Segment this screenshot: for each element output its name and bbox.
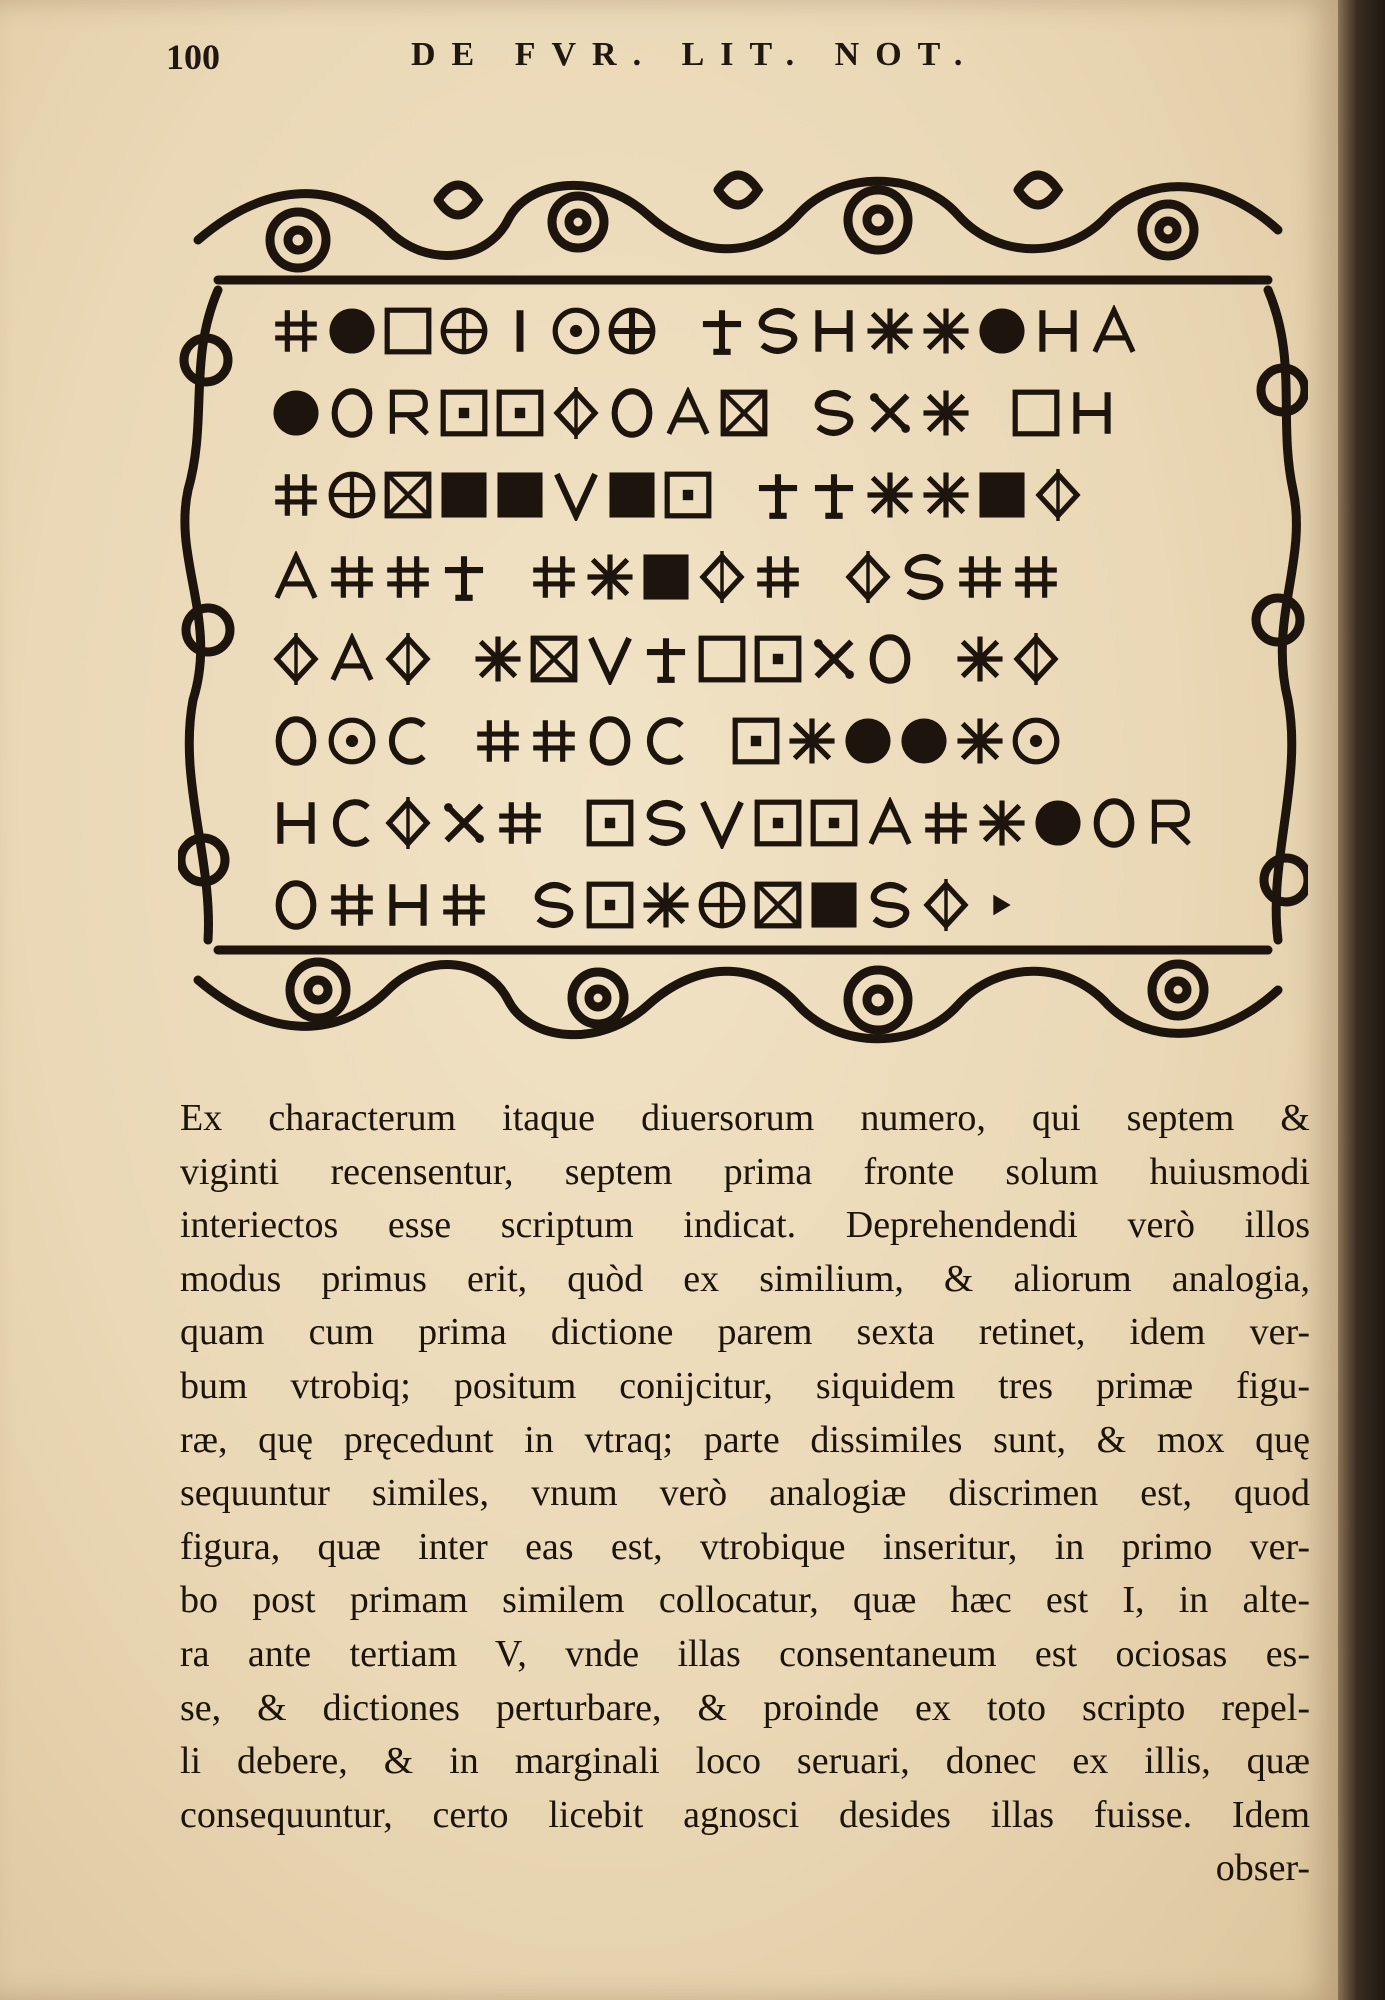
cipher-glyph-hash-icon [494,797,546,849]
running-title: DE FVR. LIT. NOT. [411,36,979,73]
cipher-glyph-square-dot-icon [808,797,860,849]
cipher-glyph-x-icon [438,797,490,849]
text-line: Ex characterum itaque diuersorum numero, qui septem & [180,1097,1310,1139]
cipher-glyph-a-icon [326,633,378,685]
cipher-glyph-c-icon [382,715,434,767]
text-line: sequuntur similes, vnum verò analogiæ discrimen est, quod [180,1472,1310,1515]
cipher-row [270,372,1230,454]
cipher-glyph-x-icon [808,633,860,685]
cipher-glyph-star-icon [920,305,972,357]
cipher-row [270,700,1230,782]
cipher-glyph-star-icon [864,469,916,521]
cipher-glyph-square-icon [1010,387,1062,439]
cipher-glyph-o-icon [584,715,636,767]
cipher-glyph-s-icon [808,387,860,439]
text-line: ra ante tertiam V, vnde illas consentaneum est ociosas es- [180,1632,1310,1675]
cipher-glyph-block-icon [640,551,692,603]
text-line: se, & dictiones perturbare, & proinde ex toto scripto repel- [180,1686,1310,1729]
cipher-glyph-hash-icon [752,551,804,603]
text-line: consequuntur, certo licebit agnosci desides illas fuisse. Idem [180,1793,1310,1836]
page-number: 100 [166,37,220,77]
cipher-glyph-h-icon [382,879,434,931]
cipher-glyph-h-icon [1032,305,1084,357]
cipher-glyph-o-icon [326,387,378,439]
cipher-glyph-star-icon [472,633,524,685]
cipher-row [270,454,1230,536]
cipher-row [270,536,1230,618]
cipher-glyph-diamond-icon [920,879,972,931]
cipher-glyph-c-icon [326,797,378,849]
cipher-glyph-star-icon [920,387,972,439]
cipher-glyph-star-icon [786,715,838,767]
cipher-glyph-hash-icon [326,551,378,603]
running-head [166,36,1306,86]
cipher-glyph-disc-icon [842,715,894,767]
cipher-glyph-hash-icon [438,879,490,931]
cipher-glyph-hash-icon [920,797,972,849]
cipher-glyph-circle-cross-icon [606,305,658,357]
cipher-glyph-disc-icon [898,715,950,767]
body-text [180,1092,1310,1896]
cipher-glyph-a-icon [270,551,322,603]
cipher-glyph-block-icon [976,469,1028,521]
cipher-glyph-hash-icon [472,715,524,767]
cipher-glyph-diamond-icon [842,551,894,603]
cipher-glyph-c-icon [640,715,692,767]
cipher-glyph-diamond-icon [696,551,748,603]
cipher-glyph-diamond-icon [382,797,434,849]
text-line: li debere, & in marginali loco seruari, donec ex illis, quæ [180,1740,1310,1783]
cipher-glyph-s-icon [528,879,580,931]
cipher-glyph-hash-icon [1010,551,1062,603]
cipher-glyph-diamond-icon [270,633,322,685]
cipher-glyph-disc-icon [976,305,1028,357]
cipher-glyph-s-icon [752,305,804,357]
cipher-glyph-star-icon [976,797,1028,849]
text-line: bum vtrobiq; positum conijcitur, siquidem tres primæ figu- [180,1364,1310,1407]
cipher-glyph-square-dot-icon [662,469,714,521]
cipher-glyph-circle-plus-icon [326,469,378,521]
cipher-glyph-hash-icon [326,879,378,931]
cipher-glyph-square-dot-icon [730,715,782,767]
cipher-row [270,782,1230,864]
cipher-glyph-cross-icon [752,469,804,521]
cipher-glyph-v-icon [584,633,636,685]
cipher-glyph-circle-dot-icon [1010,715,1062,767]
cipher-glyph-star-icon [920,469,972,521]
cipher-glyph-a-icon [662,387,714,439]
cipher-glyph-star-icon [954,715,1006,767]
cipher-glyph-x-icon [864,387,916,439]
cipher-glyph-diamond-icon [1010,633,1062,685]
cipher-glyph-x-box-icon [718,387,770,439]
cipher-glyph-square-dot-icon [584,879,636,931]
cipher-glyph-block-icon [438,469,490,521]
text-line: bo post primam similem collocatur, quæ hæc est I, in alte- [180,1579,1310,1622]
cipher-glyph-cross-icon [808,469,860,521]
cipher-glyph-hash-icon [528,551,580,603]
page-edge [1338,0,1385,2000]
cipher-glyph-o-icon [270,879,322,931]
cipher-glyph-circle-dot-icon [326,715,378,767]
cipher-glyph-s-icon [898,551,950,603]
cipher-glyph-hash-icon [270,305,322,357]
cipher-row [270,864,1230,946]
cipher-glyph-diamond-icon [382,633,434,685]
cipher-glyph-square-dot-icon [752,797,804,849]
cipher-glyph-tri-icon [976,879,1028,931]
cipher-glyph-hash-icon [954,551,1006,603]
cipher-glyph-disc-icon [270,387,322,439]
cipher-glyph-hash-icon [528,715,580,767]
cipher-glyph-o-icon [864,633,916,685]
text-line: figura, quæ inter eas est, vtrobique inseritur, in primo ver- [180,1525,1310,1568]
cipher-glyph-star-icon [954,633,1006,685]
text-line: quam cum prima dictione parem sexta retinet, idem ver- [180,1311,1310,1354]
cipher-glyph-disc-icon [326,305,378,357]
cipher-glyph-block-icon [808,879,860,931]
cipher-table [270,290,1230,950]
cipher-glyph-square-dot-icon [494,387,546,439]
cipher-glyph-star-icon [584,551,636,603]
cipher-glyph-o-icon [270,715,322,767]
cipher-glyph-cross-icon [640,633,692,685]
text-line: ræ, quę pręcedunt in vtraq; parte dissimiles sunt, & mox quę [180,1418,1310,1461]
cipher-glyph-h-icon [1066,387,1118,439]
cipher-glyph-hash-icon [270,469,322,521]
cipher-glyph-square-dot-icon [584,797,636,849]
cipher-glyph-square-icon [382,305,434,357]
cipher-glyph-diamond-icon [1032,469,1084,521]
cipher-glyph-star-icon [864,305,916,357]
cipher-glyph-s-icon [640,797,692,849]
cipher-glyph-block-icon [494,469,546,521]
cipher-glyph-r-icon [1144,797,1196,849]
text-line: modus primus erit, quòd ex similium, & aliorum analogia, [180,1257,1310,1300]
cipher-glyph-block-icon [606,469,658,521]
cipher-glyph-s-icon [864,879,916,931]
text-line: obser- [1215,1847,1310,1890]
cipher-glyph-a-icon [1088,305,1140,357]
cipher-glyph-bar-icon [494,305,546,357]
cipher-glyph-v-icon [696,797,748,849]
cipher-glyph-x-box-icon [528,633,580,685]
text-line: viginti recensentur, septem prima fronte solum huiusmodi [180,1150,1310,1193]
cipher-glyph-circle-dot-icon [550,305,602,357]
cipher-glyph-square-icon [696,633,748,685]
cipher-glyph-circle-plus-icon [696,879,748,931]
cipher-glyph-x-box-icon [752,879,804,931]
cipher-glyph-diamond-icon [550,387,602,439]
cipher-glyph-square-dot-icon [438,387,490,439]
cipher-glyph-cross-icon [438,551,490,603]
cipher-glyph-o-icon [606,387,658,439]
cipher-glyph-h-icon [808,305,860,357]
cipher-row [270,290,1230,372]
cipher-glyph-star-icon [640,879,692,931]
cipher-glyph-o-icon [1088,797,1140,849]
cipher-glyph-v-icon [550,469,602,521]
cipher-glyph-a-icon [864,797,916,849]
cipher-glyph-circle-plus-icon [438,305,490,357]
cipher-glyph-x-box-icon [382,469,434,521]
cipher-row [270,618,1230,700]
cipher-glyph-h-icon [270,797,322,849]
text-line: interiectos esse scriptum indicat. Deprehendendi verò illos [180,1204,1310,1247]
cipher-glyph-cross-icon [696,305,748,357]
cipher-glyph-hash-icon [382,551,434,603]
cipher-glyph-square-dot-icon [752,633,804,685]
cipher-glyph-disc-icon [1032,797,1084,849]
cipher-glyph-r-icon [382,387,434,439]
